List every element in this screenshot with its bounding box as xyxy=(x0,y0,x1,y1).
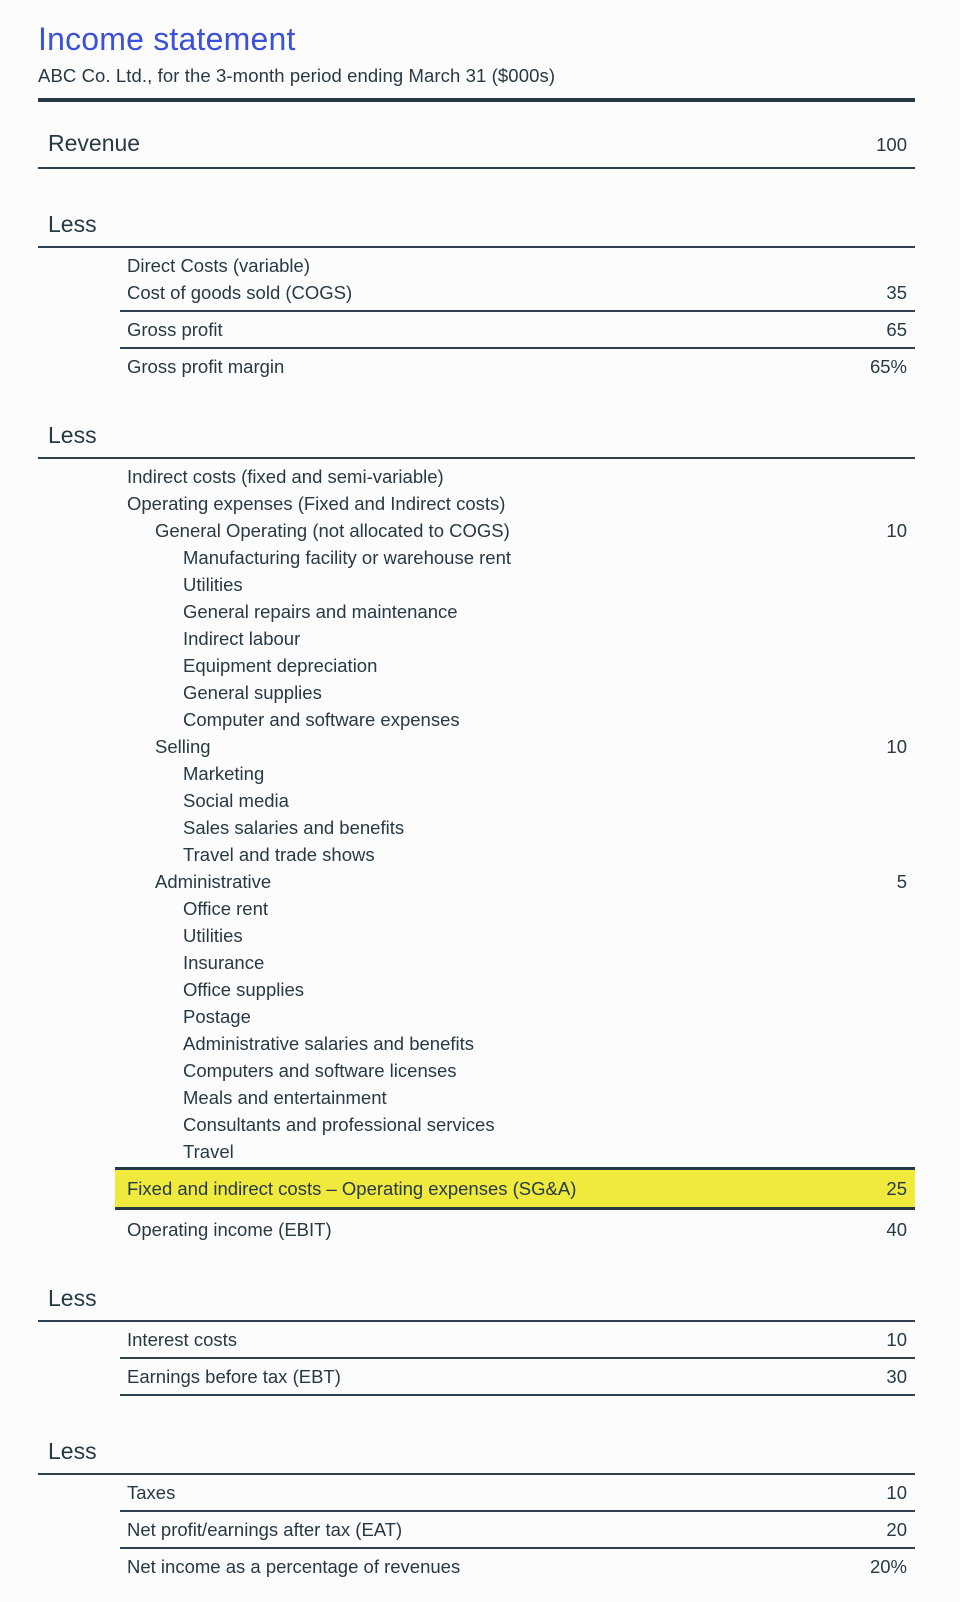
line-item-label: Consultants and professional services xyxy=(183,1114,495,1135)
line-item xyxy=(120,1479,915,1512)
line-item-label: Taxes xyxy=(127,1482,176,1503)
line-item-label: Office rent xyxy=(183,898,269,919)
line-item xyxy=(120,625,915,652)
line-item-value: 65 xyxy=(886,319,907,340)
line-item-label: General supplies xyxy=(183,682,322,703)
line-item-value: 35 xyxy=(886,282,907,303)
line-item-value: 20% xyxy=(869,1556,907,1577)
line-item xyxy=(120,733,915,760)
line-item-value: 65% xyxy=(869,356,907,377)
line-item-value: 20 xyxy=(886,1519,907,1540)
line-item xyxy=(120,490,915,517)
section-heading: Less xyxy=(48,1285,97,1311)
line-item xyxy=(120,868,915,895)
header-divider xyxy=(38,98,915,102)
line-item-label: Net profit/earnings after tax (EAT) xyxy=(127,1519,403,1540)
line-item-label: Net income as a percentage of revenues xyxy=(127,1556,461,1577)
line-item xyxy=(120,706,915,733)
line-item-label: Social media xyxy=(183,790,289,811)
line-item-value: 10 xyxy=(886,520,907,541)
line-item xyxy=(120,1111,915,1138)
line-item-label: Selling xyxy=(155,736,211,757)
line-item xyxy=(120,922,915,949)
section-heading: Less xyxy=(48,211,97,237)
statement-rows xyxy=(38,128,915,1580)
line-item-label: Operating income (EBIT) xyxy=(127,1219,332,1240)
line-item-label: Fixed and indirect costs – Operating expenses (SG&A) xyxy=(127,1178,577,1199)
line-item-label: Indirect labour xyxy=(183,628,301,649)
line-item xyxy=(120,1516,915,1549)
line-item xyxy=(120,517,915,544)
line-item xyxy=(120,841,915,868)
section-row xyxy=(38,420,915,459)
line-item-label: Postage xyxy=(183,1006,251,1027)
line-item xyxy=(120,976,915,1003)
highlighted-line-item xyxy=(115,1167,915,1210)
line-item-label: Indirect costs (fixed and semi-variable) xyxy=(127,466,444,487)
line-item xyxy=(120,1003,915,1030)
line-item-label: Cost of goods sold (COGS) xyxy=(127,282,353,303)
line-item xyxy=(120,353,915,380)
line-item-value: 25 xyxy=(886,1178,907,1199)
line-item xyxy=(120,463,915,490)
line-item-label: Computer and software expenses xyxy=(183,709,460,730)
line-item-value: 10 xyxy=(886,736,907,757)
line-item-label: Computers and software licenses xyxy=(183,1060,457,1081)
line-item-label: Meals and entertainment xyxy=(183,1087,387,1108)
line-item xyxy=(120,252,915,279)
line-item xyxy=(120,1216,915,1243)
line-item xyxy=(120,544,915,571)
line-item-label: Gross profit xyxy=(127,319,223,340)
line-item-label: Travel and trade shows xyxy=(183,844,375,865)
line-item xyxy=(120,760,915,787)
page-title: Income statement xyxy=(38,21,296,57)
line-item xyxy=(120,1326,915,1359)
line-item-label: Office supplies xyxy=(183,979,304,1000)
section-row xyxy=(38,1436,915,1475)
line-item xyxy=(120,1363,915,1396)
line-item-label: Administrative xyxy=(155,871,272,892)
line-item-value: 10 xyxy=(886,1329,907,1350)
line-item xyxy=(120,895,915,922)
line-item-label: Direct Costs (variable) xyxy=(127,255,310,276)
line-item-label: Travel xyxy=(183,1141,234,1162)
line-item xyxy=(120,1084,915,1111)
line-item-value: 40 xyxy=(886,1219,907,1240)
line-item-value: 10 xyxy=(886,1482,907,1503)
line-item xyxy=(120,571,915,598)
line-item xyxy=(120,1553,915,1580)
line-item xyxy=(120,1138,915,1165)
line-item-label: Interest costs xyxy=(127,1329,238,1350)
line-item-label: Insurance xyxy=(183,952,265,973)
line-item-label: Earnings before tax (EBT) xyxy=(127,1366,341,1387)
line-item-value: 30 xyxy=(886,1366,907,1387)
line-item-label: Sales salaries and benefits xyxy=(183,817,405,838)
line-item xyxy=(120,814,915,841)
section-heading: Revenue xyxy=(48,130,141,156)
line-item-label: Manufacturing facility or warehouse rent xyxy=(183,547,512,568)
line-item xyxy=(120,279,915,312)
line-item-label: Administrative salaries and benefits xyxy=(183,1033,475,1054)
line-item-label: General repairs and maintenance xyxy=(183,601,458,622)
line-item-label: Utilities xyxy=(183,574,243,595)
line-item xyxy=(120,1030,915,1057)
line-item-label: General Operating (not allocated to COGS) xyxy=(155,520,510,541)
line-item xyxy=(120,652,915,679)
line-item xyxy=(120,1057,915,1084)
line-item xyxy=(120,787,915,814)
line-item-label: Marketing xyxy=(183,763,265,784)
line-item-value: 100 xyxy=(876,134,907,155)
line-item xyxy=(120,679,915,706)
line-item-label: Equipment depreciation xyxy=(183,655,378,676)
line-item xyxy=(120,949,915,976)
section-row xyxy=(38,209,915,248)
line-item-label: Utilities xyxy=(183,925,243,946)
section-heading: Less xyxy=(48,422,97,448)
section-heading: Less xyxy=(48,1438,97,1464)
line-item-label: Operating expenses (Fixed and Indirect costs) xyxy=(127,493,506,514)
section-row xyxy=(38,128,915,169)
line-item xyxy=(120,316,915,349)
line-item-value: 5 xyxy=(896,871,907,892)
page-subtitle: ABC Co. Ltd., for the 3-month period ending March 31 ($000s) xyxy=(38,65,556,86)
line-item-label: Gross profit margin xyxy=(127,356,285,377)
section-row xyxy=(38,1283,915,1322)
line-item xyxy=(120,598,915,625)
